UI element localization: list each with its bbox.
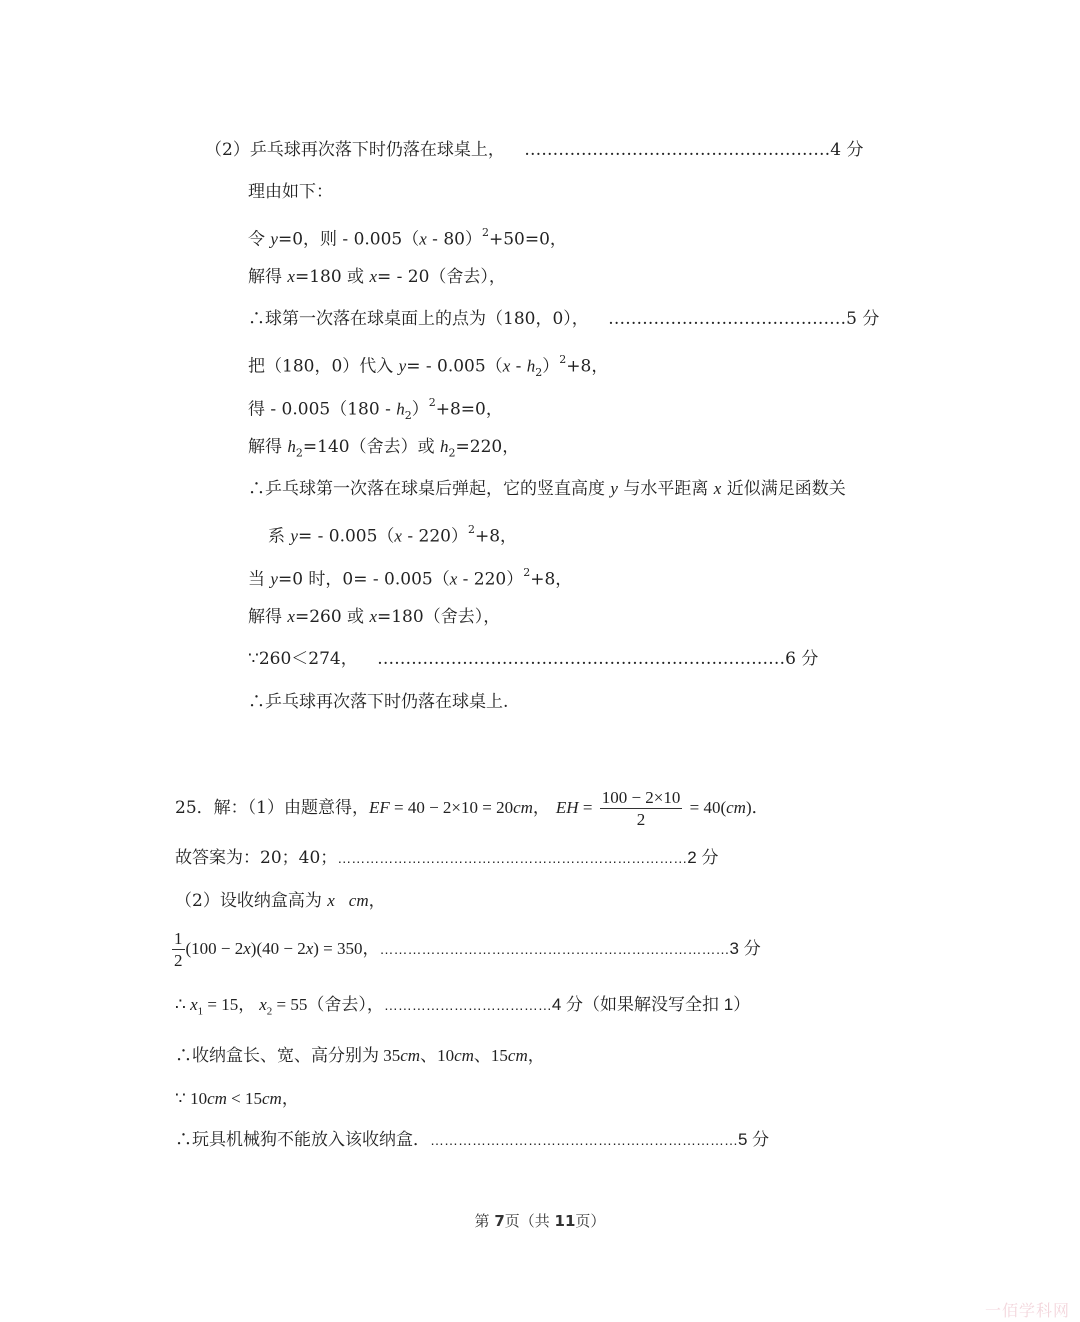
- text: = - 0.005（: [297, 526, 395, 547]
- score-dots: ………………………………: [383, 997, 552, 1013]
- var-x: x: [713, 479, 722, 498]
- text: 第: [474, 1212, 495, 1230]
- unit-cm: cm: [400, 1046, 421, 1065]
- var-x: x: [259, 995, 267, 1014]
- text: ∴球第一次落在球桌面上的点为（180，0），: [248, 309, 589, 329]
- equation-line: [248, 223, 567, 252]
- text: 页（共: [504, 1212, 555, 1230]
- text: 解得: [248, 437, 288, 457]
- text: =0，则 - 0.005（: [277, 229, 420, 250]
- text: -: [510, 356, 527, 377]
- text: +8，: [566, 356, 609, 377]
- fraction: [600, 788, 683, 831]
- var-x: x: [287, 607, 295, 626]
- text: 得 - 0.005（180 -: [248, 399, 397, 420]
- total-pages: 11: [554, 1212, 576, 1230]
- text: ∴收纳盒长、宽、高分别为 35: [175, 1046, 401, 1065]
- var-x: x: [243, 939, 251, 958]
- text: (100 − 2: [185, 939, 244, 958]
- unit-cm: cm: [207, 1089, 227, 1108]
- text: （2）设收纳盒高为: [175, 891, 328, 911]
- score-dots: ……………………………………: [608, 309, 847, 329]
- text: = 40 − 2×10 = 20: [389, 798, 514, 817]
- text: ，: [527, 1046, 545, 1065]
- exponent: 2: [559, 353, 567, 366]
- text: 、10: [420, 1046, 455, 1065]
- score-label: 5 分: [738, 1130, 770, 1149]
- text: 页）: [575, 1212, 606, 1230]
- var-y: y: [398, 356, 407, 376]
- comparison-line: [248, 647, 818, 671]
- function-line: [268, 520, 517, 549]
- page-number: 7: [494, 1212, 505, 1230]
- unit-cm: cm: [507, 1046, 528, 1065]
- q25-part2-setup: [175, 889, 386, 913]
- text: - 220）: [457, 569, 524, 590]
- var-eh: EH: [555, 798, 579, 817]
- var-x: x: [305, 939, 314, 958]
- score-label: 2 分: [687, 848, 719, 867]
- var-h: h: [396, 399, 405, 419]
- text: 与水平距离: [617, 479, 714, 499]
- var-y: y: [610, 479, 618, 498]
- subscript: 2: [266, 1005, 273, 1018]
- text: 令: [248, 229, 271, 250]
- text: )(40 − 2: [250, 939, 306, 958]
- substitution-line: [248, 350, 608, 385]
- text: ) = 350，: [313, 939, 380, 958]
- subscript: 2: [404, 409, 412, 423]
- solution-line: [248, 605, 500, 629]
- text: ∴玩具机械狗不能放入该收纳盒．: [175, 1130, 430, 1150]
- text: =220，: [455, 437, 520, 457]
- solution-line: [248, 435, 519, 465]
- var-ef: EF: [368, 798, 390, 817]
- score-dots: ………………………………………………………………: [377, 649, 786, 669]
- exponent: 2: [428, 396, 436, 409]
- text: ）: [411, 399, 429, 420]
- text: 解得: [248, 267, 288, 287]
- score-label: 6 分: [785, 649, 819, 669]
- text: 25．解：（1）由题意得，: [175, 798, 369, 818]
- var-y: y: [290, 526, 298, 546]
- exponent: 2: [467, 523, 475, 536]
- score-label: 3 分: [729, 939, 761, 958]
- subscript: 2: [535, 366, 543, 380]
- text: = 55（舍去），: [272, 995, 384, 1014]
- text: +8，: [530, 569, 573, 590]
- equation-line: [248, 393, 503, 428]
- final-conclusion: ∴乒乓球再次落下时仍落在球桌上.: [248, 692, 509, 712]
- score-dots: …………………………………………………………………: [379, 941, 730, 957]
- roots-line: [175, 993, 750, 1023]
- text: = 40(: [685, 798, 727, 817]
- subscript: 2: [448, 446, 456, 460]
- var-y: y: [270, 569, 278, 589]
- unit-cm: cm: [348, 891, 369, 910]
- var-x: x: [419, 229, 427, 249]
- answer-line: [175, 846, 718, 870]
- final-conclusion: [175, 1128, 769, 1152]
- var-x: x: [449, 569, 458, 589]
- text: )．: [745, 798, 769, 817]
- text: 当: [248, 569, 271, 590]
- exponent: 2: [523, 566, 531, 579]
- text: =: [578, 798, 597, 817]
- text: ∵260＜274，: [248, 649, 358, 669]
- var-x: x: [369, 267, 377, 286]
- unit-cm: cm: [262, 1089, 282, 1108]
- text: +8，: [474, 526, 518, 547]
- text: 故答案为：20；40；: [175, 848, 338, 868]
- unit-cm: cm: [454, 1046, 474, 1065]
- text: - 220）: [401, 526, 468, 547]
- subscript: 1: [197, 1005, 204, 1018]
- watermark: 一佰学科网: [984, 1301, 1070, 1320]
- numerator: 1: [174, 928, 183, 948]
- score-dots: ………………………………………………: [524, 140, 831, 160]
- unit-cm: cm: [513, 798, 533, 817]
- dimensions-line: [175, 1044, 545, 1068]
- var-y: y: [270, 229, 278, 249]
- text: - 80）: [426, 229, 482, 250]
- equation-line: [172, 925, 761, 973]
- text: 、15: [473, 1046, 508, 1065]
- score-dots: …………………………………………………………………: [337, 850, 688, 866]
- var-x: x: [369, 607, 377, 626]
- var-x: x: [190, 995, 198, 1014]
- exponent: 2: [481, 226, 489, 239]
- text: 解得: [248, 607, 288, 627]
- text: < 15: [226, 1089, 262, 1108]
- conclusion-line: [248, 477, 846, 501]
- text: ，: [368, 891, 386, 911]
- score-dots: …………………………………………………………: [430, 1132, 738, 1148]
- text: =260 或: [294, 607, 370, 627]
- text: =180（舍去），: [377, 607, 501, 627]
- text: +8=0，: [435, 399, 503, 420]
- numerator: 100 − 2×10: [601, 787, 681, 807]
- text: ，: [532, 798, 550, 817]
- unit-cm: cm: [726, 798, 746, 817]
- var-h: h: [440, 437, 449, 456]
- q25-part1: [175, 783, 769, 833]
- score-label: 5 分: [846, 309, 880, 329]
- q24-part2-statement: [205, 138, 863, 162]
- text: ∵ 10: [175, 1089, 208, 1108]
- var-h: h: [526, 356, 536, 376]
- score-label: 4 分: [830, 140, 864, 160]
- text: ）: [542, 356, 560, 377]
- text: ∴: [175, 995, 191, 1014]
- conclusion-line: [248, 307, 879, 331]
- text: ∴乒乓球第一次落在球桌后弹起，它的竖直高度: [248, 479, 611, 499]
- var-x: x: [502, 356, 511, 376]
- text: +50=0，: [488, 229, 567, 250]
- page-footer: [0, 1210, 1080, 1231]
- denominator: 2: [174, 950, 183, 970]
- text: =140（舍去）或: [302, 437, 441, 457]
- solution-line: [248, 265, 506, 289]
- text: = 15，: [203, 995, 256, 1014]
- text: ，: [281, 1089, 299, 1108]
- text: 近似满足函数关: [721, 479, 846, 499]
- score-label: 4 分（如果解没写全扣 1）: [551, 995, 751, 1014]
- text: 系: [268, 526, 291, 547]
- comparison-line: [175, 1087, 299, 1111]
- var-x: x: [394, 526, 402, 546]
- var-h: h: [287, 437, 296, 456]
- text: =180 或: [294, 267, 370, 287]
- text: = - 0.005（: [406, 356, 503, 377]
- var-x: x: [287, 267, 295, 286]
- text: = - 20（舍去），: [377, 267, 506, 287]
- equation-line: [248, 563, 572, 592]
- subscript: 2: [295, 446, 303, 460]
- text: 把（180，0）代入: [248, 356, 399, 377]
- text: =0 时，0= - 0.005（: [277, 569, 450, 590]
- denominator: 2: [636, 809, 646, 829]
- reason-heading: 理由如下：: [248, 182, 333, 202]
- fraction-half: [172, 929, 185, 972]
- statement-text: （2）乒乓球再次落下时仍落在球桌上，: [205, 140, 505, 160]
- var-x: x: [327, 891, 335, 910]
